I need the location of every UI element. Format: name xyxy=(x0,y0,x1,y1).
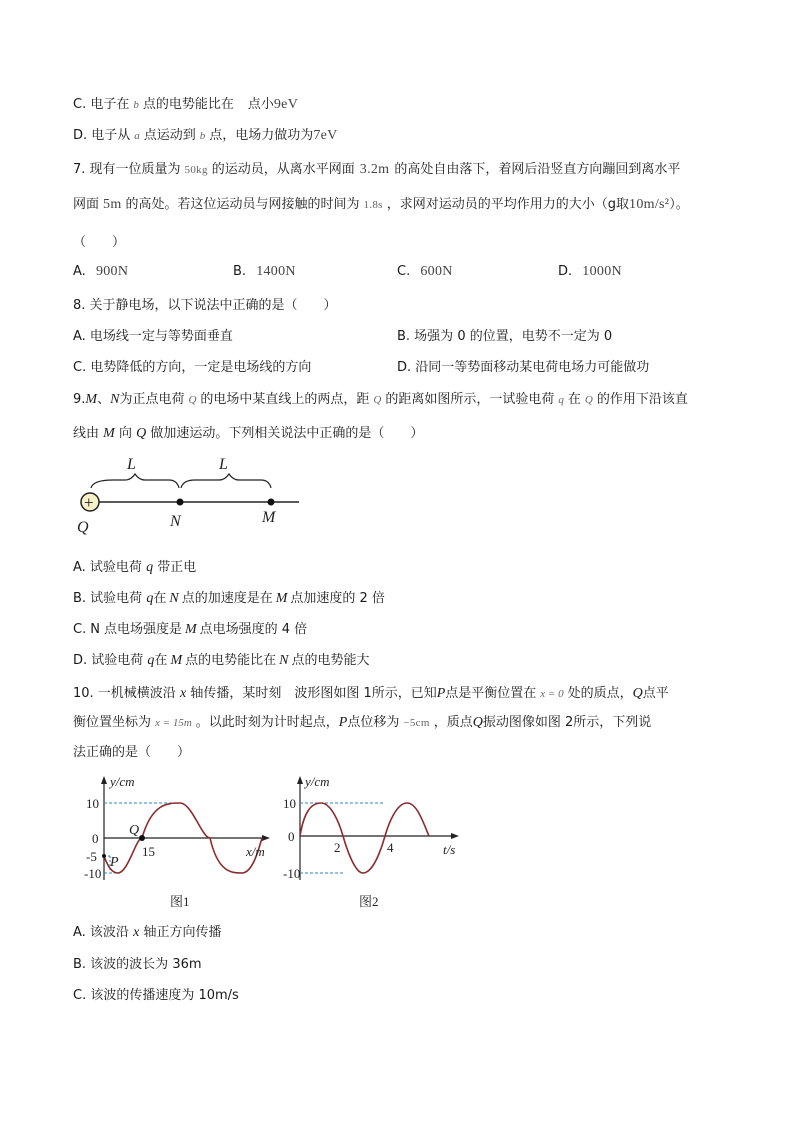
fig2-tick-4: 4 xyxy=(387,840,394,855)
q9-label-Q: Q xyxy=(77,519,89,536)
fig1-tick-0: 0 xyxy=(92,831,99,846)
q6-option-d: D. 电子从 a 点运动到 b 点，电场力做功为7eV xyxy=(73,128,338,143)
fig2-y-arrow xyxy=(297,776,303,784)
q9-option-b: B. 试验电荷 q在 N 点的加速度是在 M 点加速度的 2 倍 xyxy=(73,591,385,606)
fig1-tick-m5: -5 xyxy=(86,849,97,864)
q10-figure-1 xyxy=(82,772,274,914)
q7-option-d: D. 1000N xyxy=(558,264,622,279)
q9-option-c: C. N 点电场强度是 M 点电场强度的 4 倍 xyxy=(73,622,308,637)
q9-label-M: M xyxy=(262,509,276,526)
fig1-tick-m10: -10 xyxy=(84,866,102,881)
fig2-tick-m10: -10 xyxy=(283,866,301,881)
fig1-tick-15: 15 xyxy=(142,844,155,859)
fig1-point-Q xyxy=(139,835,145,841)
q9-plus-sign: + xyxy=(84,493,94,512)
q8-option-b: B. 场强为 0 的位置，电势不一定为 0 xyxy=(397,329,613,344)
q7-stem-line2: 网面 5m 的高处。若这位运动员与网接触的时间为 1.8s ，求网对运动员的平均作用力的大小（g取10m/s²）。 xyxy=(73,197,689,212)
q9-brace-right xyxy=(181,474,271,488)
q9-label-L2: L xyxy=(219,456,228,473)
q9-brace-left xyxy=(91,474,179,488)
q10-option-a: A. 该波沿 x 轴正方向传播 xyxy=(73,925,222,940)
q9-option-d: D. 试验电荷 q在 M 点的电势能比在 N 点的电势能大 xyxy=(73,653,370,668)
q9-point-M xyxy=(268,499,275,506)
q9-option-a: A. 试验电荷 q 带正电 xyxy=(73,560,197,575)
fig2-x-arrow xyxy=(451,833,459,839)
fig1-y-arrow xyxy=(101,776,107,784)
q10-figure-2 xyxy=(283,772,463,914)
fig1-x-arrow xyxy=(262,835,270,841)
q8-option-a: A. 电场线一定与等势面垂直 xyxy=(73,329,233,344)
q7-option-c: C. 600N xyxy=(397,264,453,279)
q9-point-N xyxy=(177,499,184,506)
fig2-tick-2: 2 xyxy=(334,840,341,855)
fig1-tick-10: 10 xyxy=(86,796,99,811)
q10-stem-line3: 法正确的是（ ） xyxy=(73,745,191,760)
q9-label-N: N xyxy=(170,513,181,530)
fig2-xlabel: t/s xyxy=(443,842,456,857)
q6-option-c: C. 电子在 b 点的电势能比在 点小9eV xyxy=(73,97,299,112)
q9-figure xyxy=(73,452,303,538)
q9-stem-line1: 9.M、N为正点电荷 Q 的电场中某直线上的两点，距 Q 的距离如图所示，一试验电荷 q 在 Q 的作用下沿该直 xyxy=(73,392,688,407)
q8-option-d: D. 沿同一等势面移动某电荷电场力可能做功 xyxy=(397,360,650,375)
q10-stem-line2: 衡位置坐标为 x = 15m 。以此时刻为计时起点，P点位移为 −5cm ，质点Q振动图像如图 2所示，下列说 xyxy=(73,715,652,730)
q9-label-L1: L xyxy=(127,456,136,473)
q10-option-b: B. 该波的波长为 36m xyxy=(73,957,202,972)
fig1-ylabel: y/cm xyxy=(110,774,135,789)
fig2-vibration-curve xyxy=(300,803,429,873)
fig1-label-Q: Q xyxy=(129,823,140,838)
fig2-caption: 图2 xyxy=(359,894,379,909)
q8-stem: 8. 关于静电场，以下说法中正确的是（ ） xyxy=(73,298,337,313)
q10-option-c: C. 该波的传播速度为 10m/s xyxy=(73,988,239,1003)
q8-option-c: C. 电势降低的方向，一定是电场线的方向 xyxy=(73,360,312,375)
fig1-caption: 图1 xyxy=(170,894,190,909)
q7-option-a: A. 900N xyxy=(73,264,129,279)
fig1-label-P: P xyxy=(110,855,119,870)
fig1-xlabel: x/m xyxy=(246,844,265,859)
q10-stem-line1: 10. 一机械横波沿 x 轴传播，某时刻 波形图如图 1所示，已知P点是平衡位置在 x = 0 处的质点，Q点平 xyxy=(73,686,669,701)
q7-stem-line1: 7. 现有一位质量为 50kg 的运动员，从离水平网面 3.2m 的高处自由落下，着网后沿竖直方向蹦回到离水平 xyxy=(73,162,681,177)
q7-answer-blank: （ ） xyxy=(73,235,126,250)
q7-option-b: B. 1400N xyxy=(233,264,296,279)
q9-stem-line2: 线由 M 向 Q 做加速运动。下列相关说法中正确的是（ ） xyxy=(73,426,424,441)
fig1-point-P xyxy=(102,854,106,858)
fig2-tick-10: 10 xyxy=(283,796,296,811)
fig2-tick-0: 0 xyxy=(288,829,295,844)
fig2-ylabel: y/cm xyxy=(305,774,330,789)
